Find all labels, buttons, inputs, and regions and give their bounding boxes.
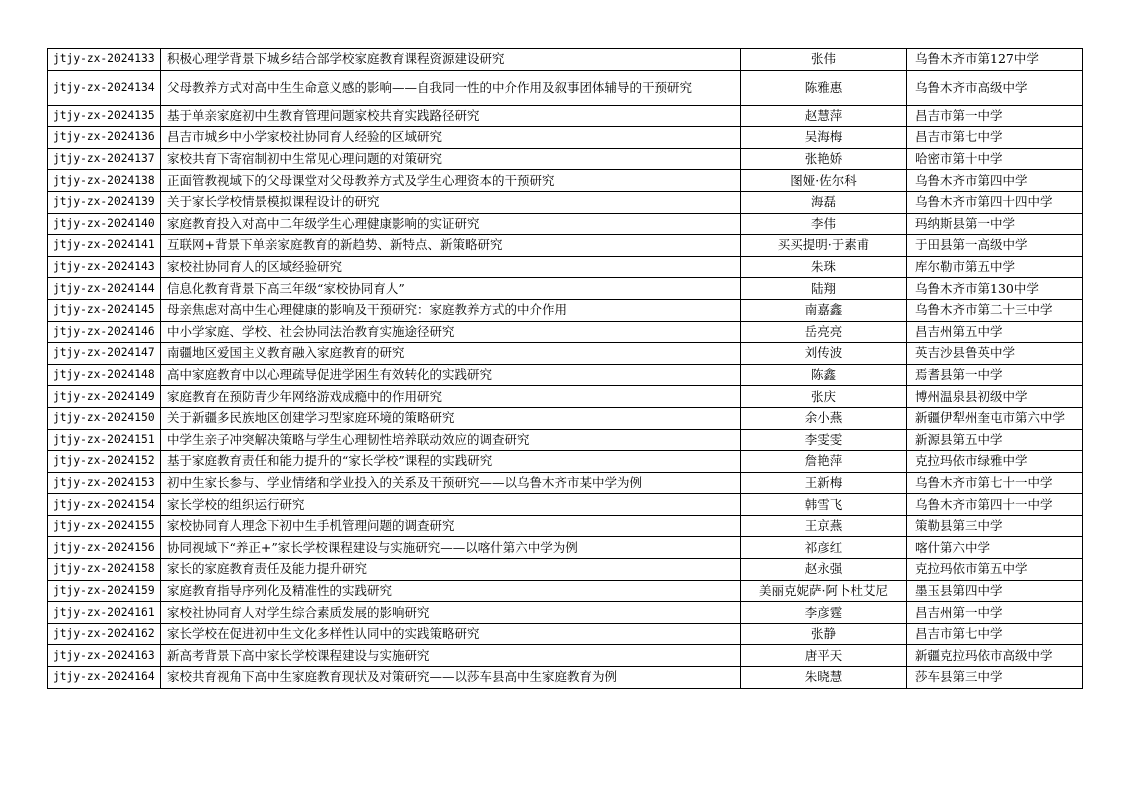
- leader-name-cell: 韩雪飞: [741, 494, 907, 516]
- project-title-cell: 中小学家庭、学校、社会协同法治教育实施途径研究: [161, 321, 741, 343]
- project-title-cell: 协同视域下“养正+”家长学校课程建设与实施研究——以喀什第六中学为例: [161, 537, 741, 559]
- school-cell: 乌鲁木齐市第127中学: [907, 49, 1083, 71]
- school-cell: 新源县第五中学: [907, 429, 1083, 451]
- school-cell: 昌吉市第一中学: [907, 105, 1083, 127]
- school-cell: 克拉玛依市绿雅中学: [907, 451, 1083, 473]
- project-code-cell: jtjy-zx-2024147: [48, 343, 161, 365]
- project-title-cell: 新高考背景下高中家长学校课程建设与实施研究: [161, 645, 741, 667]
- project-title-cell: 母亲焦虑对高中生心理健康的影响及干预研究：家庭教养方式的中介作用: [161, 299, 741, 321]
- project-title-cell: 家长的家庭教育责任及能力提升研究: [161, 559, 741, 581]
- table-row: [48, 386, 1083, 408]
- leader-name-cell: 吴海梅: [741, 127, 907, 149]
- project-title-cell: 家长学校的组织运行研究: [161, 494, 741, 516]
- table-row: [48, 49, 1083, 71]
- leader-name-cell: 张艳娇: [741, 148, 907, 170]
- school-cell: 乌鲁木齐市高级中学: [907, 70, 1083, 105]
- table-row: [48, 364, 1083, 386]
- project-list-sheet: [47, 48, 1082, 689]
- leader-name-cell: 赵永强: [741, 559, 907, 581]
- project-code-cell: jtjy-zx-2024137: [48, 148, 161, 170]
- table-row: [48, 191, 1083, 213]
- project-code-cell: jtjy-zx-2024149: [48, 386, 161, 408]
- school-cell: 莎车县第三中学: [907, 667, 1083, 689]
- school-cell: 昌吉州第一中学: [907, 602, 1083, 624]
- leader-name-cell: 王新梅: [741, 472, 907, 494]
- project-title-cell: 互联网+背景下单亲家庭教育的新趋势、新特点、新策略研究: [161, 235, 741, 257]
- project-code-cell: jtjy-zx-2024139: [48, 191, 161, 213]
- table-row: [48, 429, 1083, 451]
- project-code-cell: jtjy-zx-2024134: [48, 70, 161, 105]
- project-title-cell: 南疆地区爱国主义教育融入家庭教育的研究: [161, 343, 741, 365]
- school-cell: 乌鲁木齐市第四十四中学: [907, 191, 1083, 213]
- project-code-cell: jtjy-zx-2024161: [48, 602, 161, 624]
- project-title-cell: 基于家庭教育责任和能力提升的“家长学校”课程的实践研究: [161, 451, 741, 473]
- table-row: [48, 127, 1083, 149]
- school-cell: 玛纳斯县第一中学: [907, 213, 1083, 235]
- project-code-cell: jtjy-zx-2024151: [48, 429, 161, 451]
- leader-name-cell: 赵慧萍: [741, 105, 907, 127]
- school-cell: 乌鲁木齐市第130中学: [907, 278, 1083, 300]
- leader-name-cell: 陆翔: [741, 278, 907, 300]
- school-cell: 焉耆县第一中学: [907, 364, 1083, 386]
- project-code-cell: jtjy-zx-2024133: [48, 49, 161, 71]
- project-title-cell: 积极心理学背景下城乡结合部学校家庭教育课程资源建设研究: [161, 49, 741, 71]
- table-row: [48, 667, 1083, 689]
- project-code-cell: jtjy-zx-2024159: [48, 580, 161, 602]
- project-code-cell: jtjy-zx-2024141: [48, 235, 161, 257]
- table-row: [48, 213, 1083, 235]
- project-code-cell: jtjy-zx-2024164: [48, 667, 161, 689]
- table-row: [48, 515, 1083, 537]
- project-code-cell: jtjy-zx-2024138: [48, 170, 161, 192]
- table-row: [48, 580, 1083, 602]
- project-title-cell: 高中家庭教育中以心理疏导促进学困生有效转化的实践研究: [161, 364, 741, 386]
- project-title-cell: 中学生亲子冲突解决策略与学生心理韧性培养联动效应的调查研究: [161, 429, 741, 451]
- table-row: [48, 407, 1083, 429]
- leader-name-cell: 刘传波: [741, 343, 907, 365]
- leader-name-cell: 图娅·佐尔科: [741, 170, 907, 192]
- project-title-cell: 家庭教育指导序列化及精准性的实践研究: [161, 580, 741, 602]
- leader-name-cell: 美丽克妮萨·阿卜杜艾尼: [741, 580, 907, 602]
- table-row: [48, 256, 1083, 278]
- project-title-cell: 家长学校在促进初中生文化多样性认同中的实践策略研究: [161, 623, 741, 645]
- table-row: [48, 537, 1083, 559]
- leader-name-cell: 张庆: [741, 386, 907, 408]
- project-title-cell: 关于新疆多民族地区创建学习型家庭环境的策略研究: [161, 407, 741, 429]
- project-code-cell: jtjy-zx-2024154: [48, 494, 161, 516]
- project-code-cell: jtjy-zx-2024140: [48, 213, 161, 235]
- leader-name-cell: 张伟: [741, 49, 907, 71]
- school-cell: 博州温泉县初级中学: [907, 386, 1083, 408]
- project-title-cell: 家庭教育投入对高中二年级学生心理健康影响的实证研究: [161, 213, 741, 235]
- leader-name-cell: 买买提明·于素甫: [741, 235, 907, 257]
- table-row: [48, 472, 1083, 494]
- leader-name-cell: 朱珠: [741, 256, 907, 278]
- school-cell: 昌吉市第七中学: [907, 623, 1083, 645]
- project-code-cell: jtjy-zx-2024144: [48, 278, 161, 300]
- leader-name-cell: 唐平天: [741, 645, 907, 667]
- leader-name-cell: 陈鑫: [741, 364, 907, 386]
- project-code-cell: jtjy-zx-2024135: [48, 105, 161, 127]
- school-cell: 昌吉州第五中学: [907, 321, 1083, 343]
- table-row: [48, 278, 1083, 300]
- project-code-cell: jtjy-zx-2024153: [48, 472, 161, 494]
- table-row: [48, 343, 1083, 365]
- project-code-cell: jtjy-zx-2024148: [48, 364, 161, 386]
- project-title-cell: 正面管教视域下的父母课堂对父母教养方式及学生心理资本的干预研究: [161, 170, 741, 192]
- project-title-cell: 关于家长学校情景模拟课程设计的研究: [161, 191, 741, 213]
- table-row: [48, 235, 1083, 257]
- table-row: [48, 645, 1083, 667]
- school-cell: 乌鲁木齐市第四中学: [907, 170, 1083, 192]
- school-cell: 昌吉市第七中学: [907, 127, 1083, 149]
- leader-name-cell: 岳亮亮: [741, 321, 907, 343]
- project-title-cell: 基于单亲家庭初中生教育管理问题家校共育实践路径研究: [161, 105, 741, 127]
- leader-name-cell: 南嘉鑫: [741, 299, 907, 321]
- school-cell: 策勒县第三中学: [907, 515, 1083, 537]
- leader-name-cell: 祁彦红: [741, 537, 907, 559]
- table-row: [48, 602, 1083, 624]
- project-code-cell: jtjy-zx-2024146: [48, 321, 161, 343]
- table-row: [48, 170, 1083, 192]
- leader-name-cell: 海磊: [741, 191, 907, 213]
- project-code-cell: jtjy-zx-2024155: [48, 515, 161, 537]
- leader-name-cell: 李伟: [741, 213, 907, 235]
- leader-name-cell: 张静: [741, 623, 907, 645]
- project-code-cell: jtjy-zx-2024145: [48, 299, 161, 321]
- table-row: [48, 623, 1083, 645]
- project-code-cell: jtjy-zx-2024156: [48, 537, 161, 559]
- table-row: [48, 148, 1083, 170]
- school-cell: 新疆伊犁州奎屯市第六中学: [907, 407, 1083, 429]
- school-cell: 库尔勒市第五中学: [907, 256, 1083, 278]
- school-cell: 克拉玛依市第五中学: [907, 559, 1083, 581]
- project-title-cell: 信息化教育背景下高三年级“家校协同育人”: [161, 278, 741, 300]
- leader-name-cell: 詹艳萍: [741, 451, 907, 473]
- project-code-cell: jtjy-zx-2024162: [48, 623, 161, 645]
- project-code-cell: jtjy-zx-2024152: [48, 451, 161, 473]
- project-title-cell: 家校共育视角下高中生家庭教育现状及对策研究——以莎车县高中生家庭教育为例: [161, 667, 741, 689]
- school-cell: 哈密市第十中学: [907, 148, 1083, 170]
- leader-name-cell: 朱晓慧: [741, 667, 907, 689]
- leader-name-cell: 李雯雯: [741, 429, 907, 451]
- project-code-cell: jtjy-zx-2024163: [48, 645, 161, 667]
- school-cell: 英吉沙县鲁英中学: [907, 343, 1083, 365]
- school-cell: 乌鲁木齐市第二十三中学: [907, 299, 1083, 321]
- leader-name-cell: 李彦霆: [741, 602, 907, 624]
- table-row: [48, 451, 1083, 473]
- table-row: [48, 299, 1083, 321]
- school-cell: 乌鲁木齐市第七十一中学: [907, 472, 1083, 494]
- school-cell: 喀什第六中学: [907, 537, 1083, 559]
- project-title-cell: 家庭教育在预防青少年网络游戏成瘾中的作用研究: [161, 386, 741, 408]
- school-cell: 乌鲁木齐市第四十一中学: [907, 494, 1083, 516]
- leader-name-cell: 余小燕: [741, 407, 907, 429]
- school-cell: 墨玉县第四中学: [907, 580, 1083, 602]
- project-title-cell: 昌吉市城乡中小学家校社协同育人经验的区域研究: [161, 127, 741, 149]
- project-code-cell: jtjy-zx-2024136: [48, 127, 161, 149]
- table-row: [48, 494, 1083, 516]
- project-title-cell: 家校协同育人理念下初中生手机管理问题的调查研究: [161, 515, 741, 537]
- leader-name-cell: 王京燕: [741, 515, 907, 537]
- table-row: [48, 105, 1083, 127]
- leader-name-cell: 陈雅惠: [741, 70, 907, 105]
- project-title-cell: 初中生家长参与、学业情绪和学业投入的关系及干预研究——以乌鲁木齐市某中学为例: [161, 472, 741, 494]
- project-code-cell: jtjy-zx-2024143: [48, 256, 161, 278]
- school-cell: 于田县第一高级中学: [907, 235, 1083, 257]
- project-title-cell: 家校共育下寄宿制初中生常见心理问题的对策研究: [161, 148, 741, 170]
- table-row: [48, 321, 1083, 343]
- school-cell: 新疆克拉玛依市高级中学: [907, 645, 1083, 667]
- project-table: [47, 48, 1083, 689]
- project-code-cell: jtjy-zx-2024150: [48, 407, 161, 429]
- project-title-cell: 家校社协同育人对学生综合素质发展的影响研究: [161, 602, 741, 624]
- project-title-cell: 家校社协同育人的区域经验研究: [161, 256, 741, 278]
- table-row: [48, 70, 1083, 105]
- project-code-cell: jtjy-zx-2024158: [48, 559, 161, 581]
- project-title-cell: 父母教养方式对高中生生命意义感的影响——自我同一性的中介作用及叙事团体辅导的干预研究: [161, 70, 741, 105]
- project-table-body: [48, 49, 1083, 689]
- table-row: [48, 559, 1083, 581]
